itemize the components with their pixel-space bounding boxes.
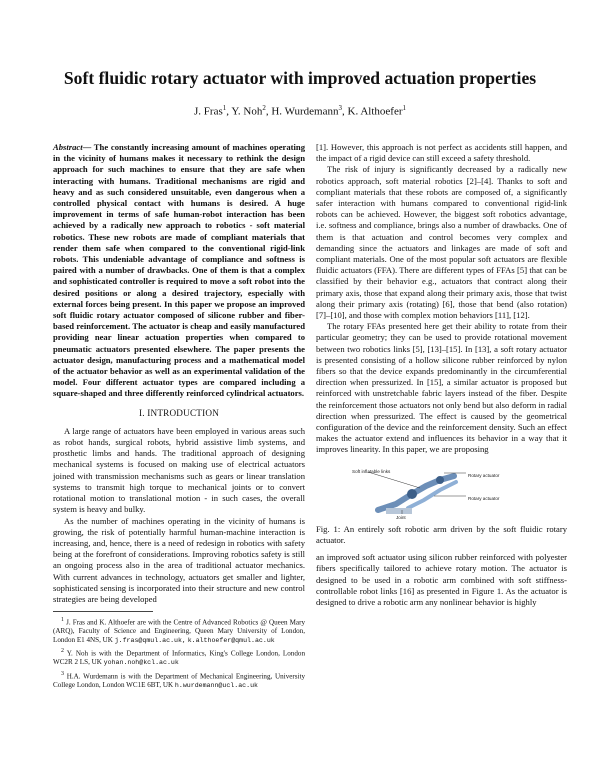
paragraph: As the number of machines operating in the vicinity of humans is growing, the risk of potentially harmful human-machine interaction is increasing, and, hence, there is a need of redesign in robotics with safety being at the forefront of considerations. Improving robotics safety is still an ongoing process also in the area of traditional actuator mechanics. With current advances in technology, actuators get smaller and lighter, sophisticated sensing is incorporated into their structure and new control strategies are being developed (53, 515, 305, 604)
author-affiliation-mark: 1 (222, 104, 227, 112)
paper-title: Soft fluidic rotary actuator with improved actuation properties (63, 68, 537, 88)
footnote (53, 616, 305, 645)
footnote-text: Y. Noh is with the Department of Informatics, King's College London, London WC2R 2 LS, UK (53, 649, 305, 667)
footnote (53, 647, 305, 668)
paragraph: The risk of injury is significantly decreased by a radically new robotics approach, soft material robotics [2]–[4]. Thanks to soft and compliant materials that these robots are composed of, a significantly safer interaction with humans compared to conventional rigid-link robots can be achieved. However, the biggest soft robotics advantage, i.e. softness and compliance, brings also a number of drawbacks. One of them is that actuation and control becomes very complex and demanding since the actuators and linkages are made of soft and compliant materials. One of the most popular soft actuators are flexible fluidic actuators (FFA). There are different types of FFAs [5] that can be classified by their behavior e.g., actuators that contract along their primary axis, those that expand along their primary axis, those that twist along their primary axis (rotating) [6], those that bend (also rotation) [7]–[10], and those with complex motion behaviors [11], [12]. (316, 164, 567, 321)
author-affiliation-mark: 3 (338, 104, 342, 112)
footnote-mark: 1 (61, 617, 64, 624)
figure-1 (316, 464, 567, 518)
section-heading: I. INTRODUCTION (138, 407, 220, 418)
author-name: K. Althoefer (347, 105, 403, 118)
author-affiliation-mark: 1 (402, 104, 406, 112)
paragraph: [1]. However, this approach is not perfect as accidents still happen, and the impact of a rigid device can still exceed a safety threshold. (316, 142, 567, 164)
email-link[interactable]: j.fras@qmul.ac.uk, (114, 636, 186, 644)
footnotes (53, 616, 305, 690)
footnote-text: J. Fras and K. Althoefer are with the Centre of Advanced Robotics @ Queen Mary (ARQ), Faculty of Science and Engineering, Queen Mary University of London, London E1 4NS, UK (53, 618, 305, 644)
footnote-rule (53, 611, 153, 612)
figure-label: Soft inflatable links (352, 468, 391, 474)
right-column (316, 142, 567, 608)
email-link[interactable]: h.wurdemann@ucl.ac.uk (174, 681, 259, 689)
paragraph: an improved soft actuator using silicon rubber reinforced with polyester fibers specifically tailored to achieve rotary motion. The actuator is designed to be used in a robotic arm combined with soft stiffness-controllable robot links [16] as presented in Figure 1. As the actuator is designed to drive a robotic arm any nonlinear behavior is highly (316, 552, 567, 607)
figure-caption: Fig. 1: An entirely soft robotic arm driven by the soft fluidic rotary actuator. (316, 523, 567, 545)
figure-label: Rotary actuator (468, 472, 500, 478)
paragraph: A large range of actuators have been employed in various areas such as robot hands, surgical robots, hybrid assistive limb systems, and prosthetic limbs and hands. The traditional approach of designing mechanical systems is focused on making use of electrical actuators joined with transmission mechanisms such as gears or linear translation systems to transmit high torque to mechanical joints or to convert rotational motion to translational motion - in such cases, the overall system is heavy and bulky. (53, 425, 305, 515)
email-link[interactable]: yohan.noh@kcl.ac.uk (103, 659, 179, 667)
footnote (53, 670, 305, 691)
footnote-mark: 3 (61, 670, 64, 677)
figure-label: Joint (396, 514, 406, 520)
footnote-mark: 2 (61, 648, 64, 655)
left-column (53, 142, 305, 690)
author-list: J. Fras$^1$, Y. Noh$^2$, H. Wurdemann$^3$, K. Althoefer$^1$ (194, 104, 406, 118)
author-affiliation-mark: 2 (262, 104, 266, 112)
email-link[interactable]: k.althoefer@qmul.ac.uk (187, 636, 275, 644)
paragraph: The rotary FFAs presented here get their ability to rotate from their particular geometry; they can be used to provide rotational movement between two robotics links [5], [13]–[15]. In [13], a soft rotary actuator is presented consisting of a hollow silicone rubber reinforced by nylon fibers so that the device expands predominantly in the circumferential direction when pressurized. In [15], a similar actuator is proposed but reinforced with unstretchable fabric layers instead of the fiber. Despite the reinforcement those actuators not only bend but also deform in radial direction when pressurized. The effect is caused by the geometrical configuration of the device and the reinforcement density. Such an effect makes the actuator extend and influences its behavior in a way that it improves linearity. In this paper, we are proposing (316, 321, 567, 455)
abstract-text: — The constantly increasing amount of machines operating in the vicinity of humans makes it necessary to rethink the design approach for such machines to ensure that they are safe when interacting with humans. Traditional mechanisms are rigid and heavy and as such considered unsuitable, even dangerous when a controlled physical contact with humans is desired. A huge improvement in terms of safe human-robot interaction has been achieved by a radically new approach to robotics - soft material robotics. These new robots are made of compliant materials that render them safe when compared to the conventional rigid-link robots. This undeniable advantage of compliance and softness is paired with a number of drawbacks. One of them is that a complex and sophisticated controller is required to move a soft robot into the desired positions or along a desired trajectory, especially with external forces being present. In this paper we propose an improved soft fluidic rotary actuator composed of silicone rubber and fiber-based reinforcement. The actuator is cheap and easily manufactured providing near linear actuation properties when compared to pneumatic actuators presented elsewhere. The paper presents the actuator design, manufacturing process and a mathematical model of the actuator behavior as well as an experimental validation of the model. Four different actuator types are compared including a square-shaped and three differently reinforced cylindrical actuators. (53, 142, 305, 399)
abstract-label: Abstract (53, 142, 83, 152)
author-name: H. Wurdemann (271, 105, 339, 118)
author-name: Y. Noh (231, 105, 263, 118)
footnote-text: H.A. Wurdemann is with the Department of Mechanical Engineering, University College London, London WC1E 6BT, UK (53, 672, 305, 689)
author-name: J. Fras (194, 105, 223, 118)
abstract (53, 142, 305, 400)
figure-label: Rotary actuator (468, 495, 500, 501)
